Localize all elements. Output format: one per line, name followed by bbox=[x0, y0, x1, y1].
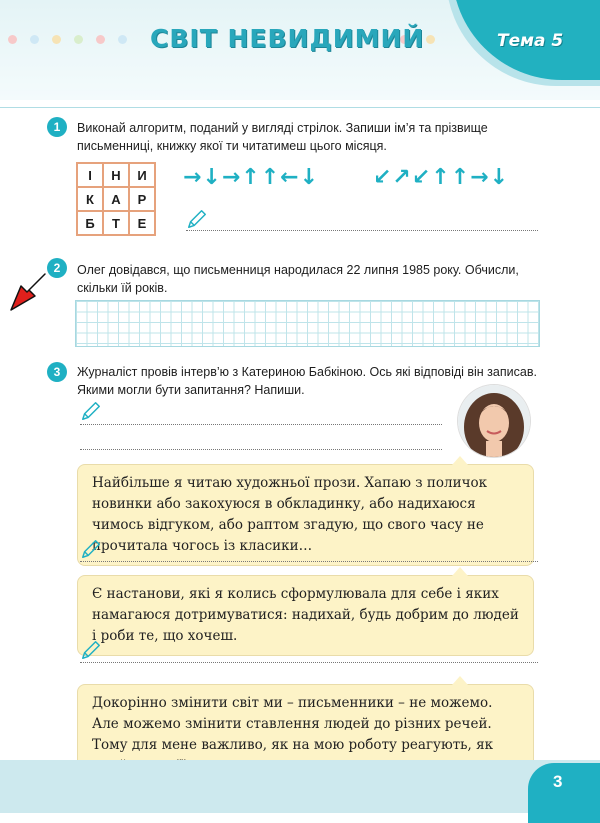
answer-line[interactable] bbox=[80, 662, 538, 663]
grid-cell: Т bbox=[103, 211, 129, 235]
topic-badge: Тема 5 bbox=[497, 31, 564, 51]
task-2-number: 2 bbox=[47, 258, 67, 278]
answer-bubble: Докорінно змінити світ ми – письменники – не можемо. Але можемо змінити ставлення людей до різних речей. Тому для мене важливо, як на мою роботу реагують, як bbox=[77, 684, 534, 786]
answer-bubble: Найбільше я читаю художньої прози. Хапаю з поличок новинки або закохуюся в обкладинку, або надихаюся чимось відгуком, або раптом згадую, що свого часу не прочитала чогось із класики… bbox=[77, 464, 534, 566]
answer-line[interactable] bbox=[186, 230, 538, 231]
answer-line[interactable] bbox=[80, 449, 442, 450]
grid-cell: Е bbox=[129, 211, 155, 235]
grid-cell: Н bbox=[103, 163, 129, 187]
task-3-text: Журналіст провів інтерв’ю з Катериною Бабкіною. Ось які відповіді він записав. Якими могли бути запитання? Напиши. bbox=[77, 365, 537, 397]
grid-cell: І bbox=[77, 163, 103, 187]
pencil-icon bbox=[80, 639, 102, 661]
task-1-number: 1 bbox=[47, 117, 67, 137]
footer-band bbox=[0, 760, 600, 813]
answer-line[interactable] bbox=[80, 424, 442, 425]
pencil-icon bbox=[80, 400, 102, 422]
grid-cell: Б bbox=[77, 211, 103, 235]
task-1-text: Виконай алгоритм, поданий у вигляді стрілок. Запиши ім’я та прізвище письменниці, книжку якої ти читатимеш цього місяця. bbox=[77, 121, 488, 153]
header-divider bbox=[0, 107, 600, 108]
answer-bubble: Є настанови, які я колись сформулювала для себе і яких намагаюся дотримуватися: надихай, будь добрим до людей і роби те, що хочеш. bbox=[77, 575, 534, 656]
grid-cell: К bbox=[77, 187, 103, 211]
pointer-arrow-icon bbox=[3, 268, 51, 316]
portrait-photo bbox=[458, 385, 530, 457]
grid-cell: Р bbox=[129, 187, 155, 211]
answer-line[interactable] bbox=[80, 561, 538, 562]
page-title: СВІТ НЕВИДИМИЙ bbox=[150, 24, 425, 53]
task-3-number: 3 bbox=[47, 362, 67, 382]
calculation-grid[interactable] bbox=[75, 300, 540, 347]
arrow-sequence-2: ↙↗↙↑↑→↓ bbox=[373, 165, 510, 190]
page-number-tab bbox=[528, 763, 600, 823]
pencil-icon bbox=[186, 208, 208, 230]
arrow-sequence-1: →↓→↑↑←↓ bbox=[183, 165, 320, 190]
grid-cell: А bbox=[103, 187, 129, 211]
grid-cell: И bbox=[129, 163, 155, 187]
letter-grid bbox=[76, 162, 156, 236]
page-number: 3 bbox=[553, 772, 563, 791]
task-2-text: Олег довідався, що письменниця народилася 22 липня 1985 року. Обчисли, скільки їй років. bbox=[77, 263, 519, 295]
pencil-icon bbox=[80, 538, 102, 560]
